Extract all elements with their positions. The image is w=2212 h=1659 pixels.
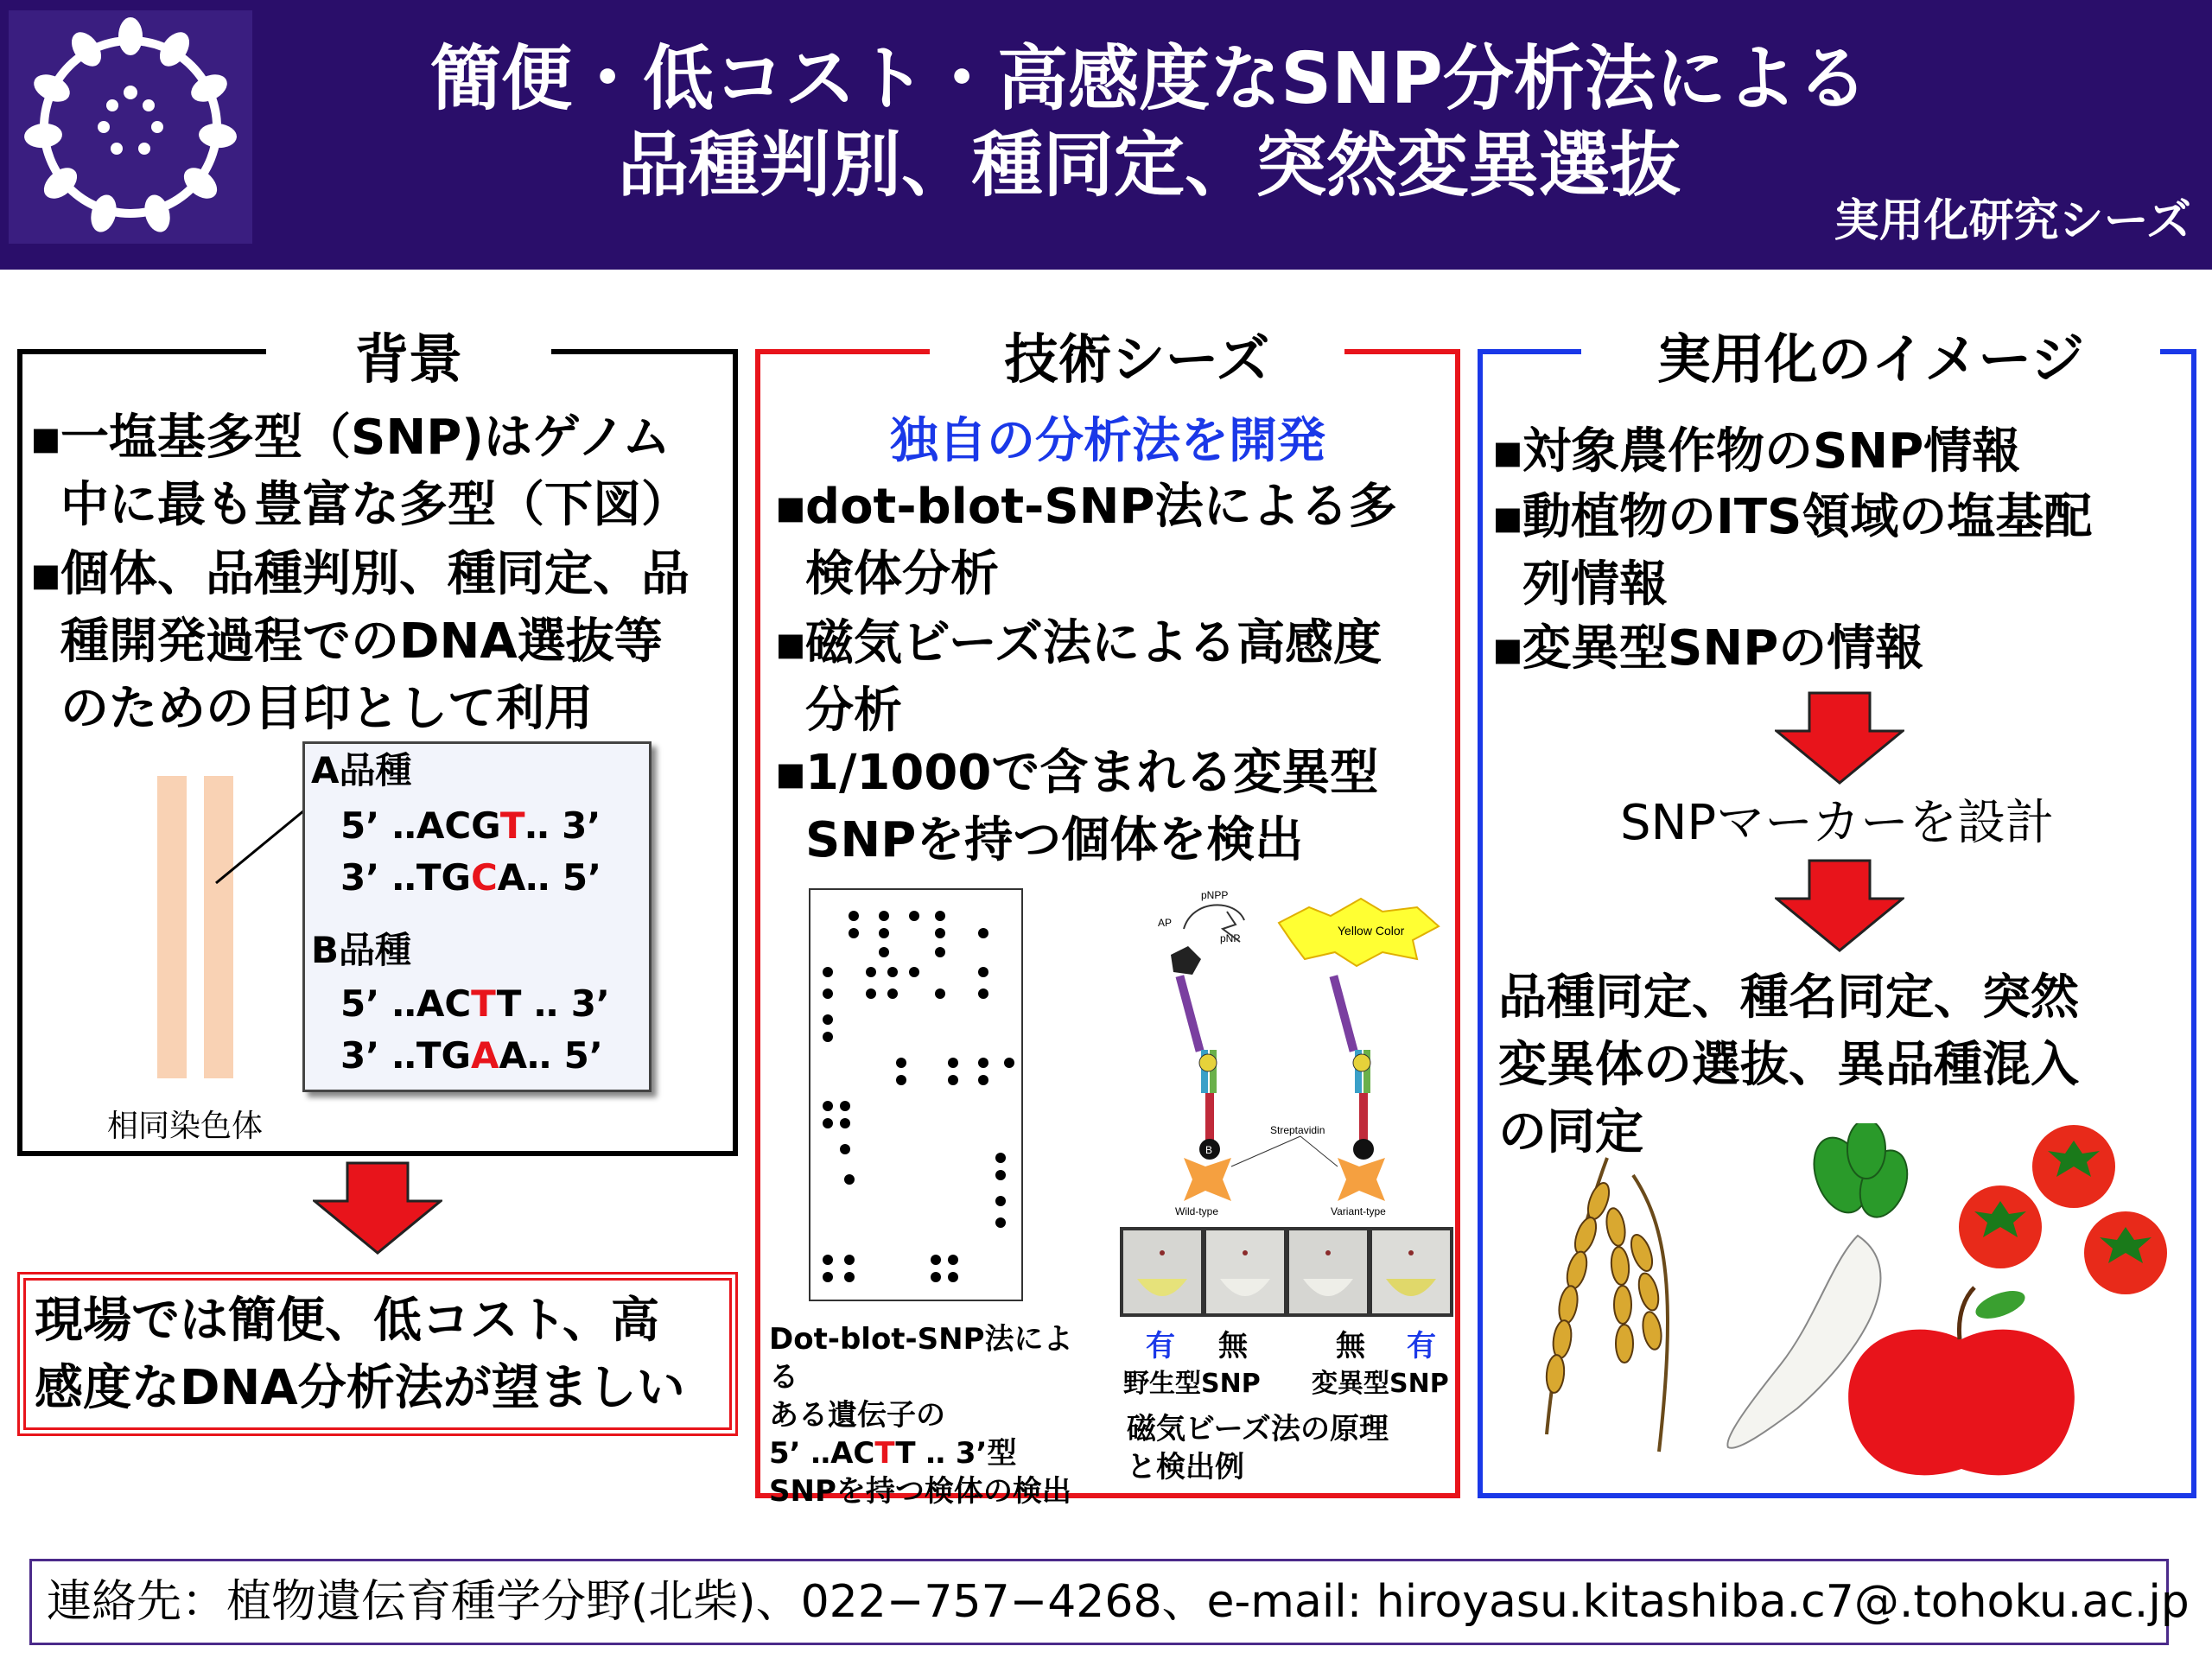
bullet-marker: ▪ [1491,620,1524,677]
bead-caption: 磁気ビーズ法の原理 と検出例 [1127,1412,1389,1484]
application-bullet-1 [1491,418,2191,486]
variety-b-label: B品種 [311,929,412,971]
bullet-marker: ▪ [774,745,807,801]
down-arrow-icon [313,1161,442,1255]
bullet-line: 対象農作物のSNP情報 [1522,423,2021,480]
tubes-photo [1120,1227,1453,1317]
bullet-line: のための目印として利用 [60,681,593,737]
down-arrow-icon [1775,691,1904,785]
bullet-marker: ▪ [1491,489,1524,545]
application-bullet-2 [1491,484,2191,619]
bullet-line: 変異型SNPの情報 [1522,620,1924,677]
series-label: 実用化研究シーズ [1834,195,2191,247]
variety-a-strand-1: 5’ ‥ACGT‥ 3’ [340,804,601,847]
dot-blot-caption: Dot-blot-SNP法による ある遺伝子の 5’ ‥ACTT ‥ 3’型 SNPを持つ検体の検出 [769,1322,1073,1509]
variant-type-label: Variant-type [1331,1205,1386,1217]
bullet-line: 種開発過程でのDNA選抜等 [60,613,663,670]
technology-subtitle: 独自の分析法を開発 [890,413,1325,469]
title-line-1: 簡便・低コスト・高感度なSNP分析法による [430,38,1868,120]
bullet-line: 1/1000で含まれる変異型 [805,745,1379,801]
wild-yes-label: 有 [1146,1329,1175,1363]
wild-type-label: Wild-type [1175,1205,1219,1217]
bullet-line: 検体分析 [805,546,999,602]
bullet-marker: ▪ [1491,423,1524,480]
bullet-line: 分析 [805,683,902,739]
pnp-label: pNP [1220,932,1241,944]
background-title: 背景 [266,327,551,392]
rice-icon [1545,1158,1668,1452]
yellow-color-label: Yellow Color [1338,924,1405,938]
bullet-line: SNPを持つ個体を検出 [805,812,1304,868]
university-logo [9,10,252,244]
variety-a-strand-2: 3’ ‥TGCA‥ 5’ [340,856,602,899]
bead-b-label: B [1205,1144,1213,1156]
application-bullet-3 [1491,615,2191,683]
bullet-line: 磁気ビーズ法による高感度 [805,615,1382,671]
title-line-2: 品種判別、種同定、突然変異選抜 [617,124,1681,207]
tomato-icon [1959,1125,2167,1294]
down-arrow-icon [1775,859,1904,952]
bullet-marker: ▪ [29,546,62,602]
ap-label: AP [1158,917,1173,929]
variety-b-strand-2: 3’ ‥TGAA‥ 5’ [340,1034,603,1077]
chromosome-label: 相同染色体 [107,1109,264,1144]
wild-no-label: 無 [1218,1329,1248,1363]
magnetic-bead-diagram [1123,873,1452,1218]
technology-bullet-3 [774,740,1457,874]
technology-bullet-2 [774,610,1457,745]
variety-a-label: A品種 [311,749,412,791]
bullet-marker: ▪ [774,479,807,535]
chromosome-left [157,776,187,1078]
conclusion-text: 現場では簡便、低コスト、高 感度なDNA分析法が望ましい [35,1293,685,1416]
application-title: 実用化のイメージ [1581,327,2160,392]
crops-illustration [1503,1123,2186,1486]
bullet-line: 中に最も豊富な多型（下図） [60,477,690,533]
variant-no-label: 無 [1336,1329,1365,1363]
streptavidin-label: Streptavidin [1270,1124,1325,1136]
bullet-line: 一塩基多型（SNP)はゲノム [60,410,671,466]
bullet-marker: ▪ [774,615,807,671]
bullet-line: dot-blot-SNP法による多 [805,479,1397,535]
dot-blot-image [809,888,1023,1301]
bullet-line: 個体、品種判別、種同定、品 [60,546,690,602]
wild-type-snp-label: 野生型SNP [1123,1369,1261,1399]
design-marker-text: SNPマーカーを設計 [1619,795,2055,851]
bullet-marker: ▪ [29,410,62,466]
contact-text: 連絡先：植物遺伝育種学分野(北柴)、022−757−4268、e-mail: hiroyasu.kitashiba.c7@.tohoku.ac.jp [47,1576,2190,1628]
pointer-line [207,804,311,890]
pnpp-label: pNPP [1201,889,1229,901]
technology-title: 技術シーズ [930,327,1344,392]
bullet-line: 列情報 [1522,556,1668,613]
bullet-line: 動植物のITS領域の塩基配 [1522,489,2093,545]
background-bullet-2 [29,541,738,743]
technology-bullet-1 [774,474,1457,608]
variety-b-strand-1: 5’ ‥ACTT ‥ 3’ [340,982,610,1025]
application-result: 品種同定、種名同定、突然 変異体の選抜、異品種混入 の同定 [1498,969,2079,1160]
variant-type-snp-label: 変異型SNP [1312,1369,1449,1399]
variant-yes-label: 有 [1407,1329,1436,1363]
apple-icon [1848,1286,2075,1476]
background-bullet-1 [29,404,738,539]
